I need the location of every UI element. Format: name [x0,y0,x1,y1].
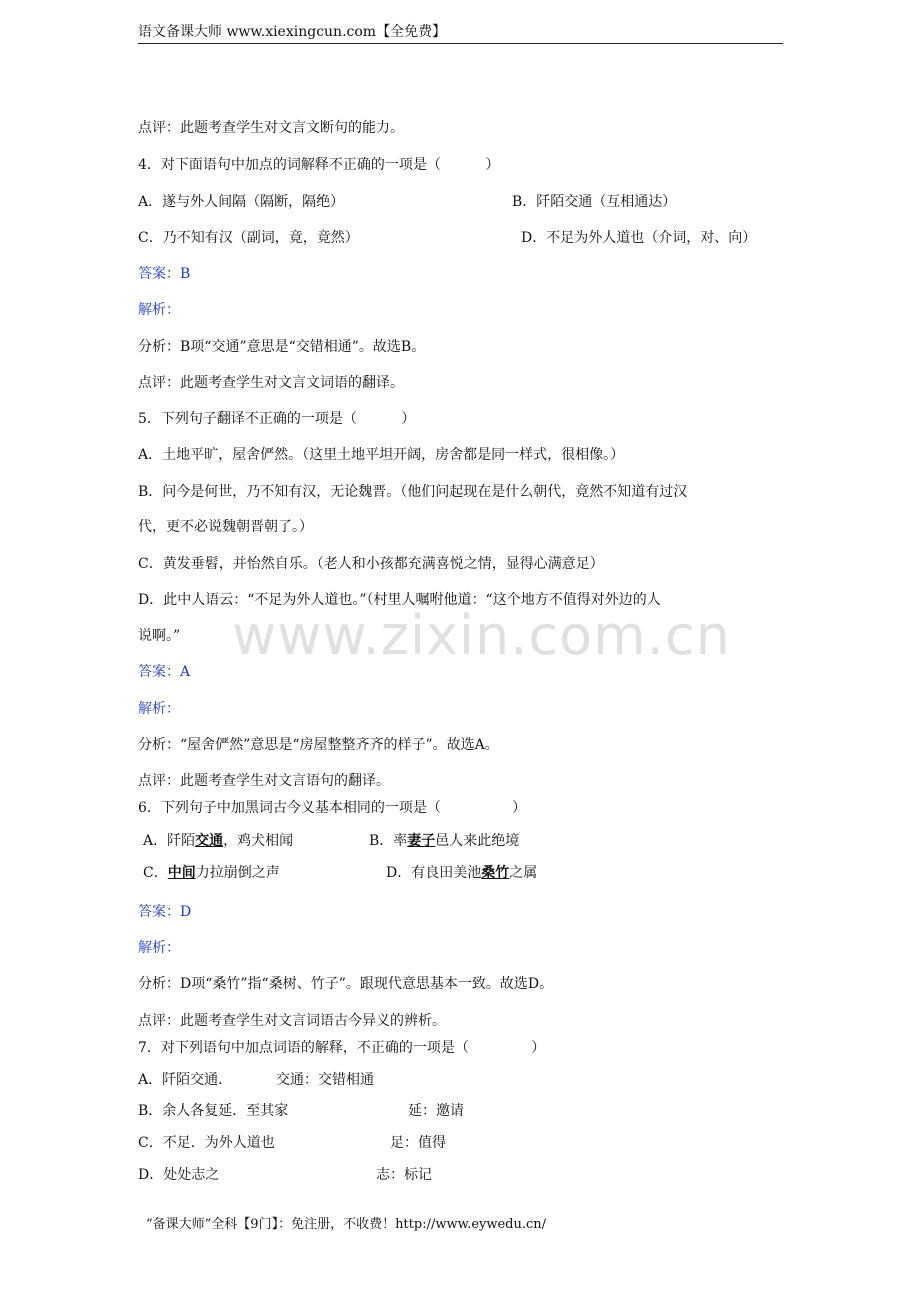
question-6: 6．下列句子中加黑词古今义基本相同的一项是（ ） [138,800,527,816]
option-a: A．遂与外人间隔（隔断，隔绝） [138,194,345,210]
option-d-gloss: 志：标记 [376,1167,432,1183]
answer-label: 答案：B [138,266,191,282]
option-c: C．中间力拉崩倒之声 [143,865,280,881]
analysis-text: 分析：B项“交通”意思是“交错相通”。故选B。 [138,339,426,355]
analysis-label: 解析： [138,940,180,956]
question-4: 4．对下面语句中加点的词解释不正确的一项是（ ） [138,157,500,173]
option-c: C．黄发垂髫，并怡然自乐。（老人和小孩都充满喜悦之情，显得心满意足） [138,556,604,572]
option-b: B．阡陌交通（互相通达） [512,194,677,210]
option-b: B．率妻子邑人来此绝境 [369,833,520,849]
option-b: B．余人各复延．至其家 [138,1103,289,1119]
option-b: B．问今是何世，乃不知有汉，无论魏晋。（他们问起现在是什么朝代，竟然不知道有过汉 [138,484,688,500]
option-c: C．乃不知有汉（副词，竟，竟然） [138,230,359,246]
answer-label: 答案：A [138,664,191,680]
option-a: A．阡陌交通，鸡犬相闻 [143,833,294,849]
option-d: D．处处志之 [138,1167,220,1183]
page-footer: “备课大师”全科【9门】：免注册，不收费！http://www.eywedu.cn/ [146,1217,547,1232]
analysis-text: 分析：D项“桑竹”指“桑树、竹子”。跟现代意思基本一致。故选D。 [138,976,554,992]
analysis-label: 解析： [138,701,180,717]
header-divider [138,43,783,44]
option-b-continued: 代，更不必说魏朝晋朝了。） [138,519,313,535]
option-c: C．不足．为外人道也 [138,1135,275,1151]
answer-label: 答案：D [138,904,192,920]
comment-line: 点评：此题考查学生对文言文词语的翻译。 [138,375,404,391]
question-5: 5．下列句子翻译不正确的一项是（ ） [138,411,416,427]
comment-line: 点评：此题考查学生对文言词语古今异义的辨析。 [138,1013,446,1029]
option-a: A．土地平旷，屋舍俨然。（这里土地平坦开阔，房舍都是同一样式，很相像。） [138,447,625,463]
comment-line: 点评：此题考查学生对文言文断句的能力。 [138,120,404,136]
page-header: 语文备课大师 www.xiexingcun.com【全免费】 [138,24,447,40]
analysis-label: 解析： [138,302,180,318]
analysis-text: 分析：“屋舍俨然”意思是“房屋整整齐齐的样子”。故选A。 [138,737,499,753]
comment-line: 点评：此题考查学生对文言语句的翻译。 [138,773,390,789]
option-a: A．阡陌交通． [138,1072,233,1088]
option-d: D．不足为外人道也（介词，对、向） [521,230,757,246]
option-c-gloss: 足：值得 [390,1135,446,1151]
option-b-gloss: 延：邀请 [408,1103,464,1119]
option-d-continued: 说啊。” [138,628,181,644]
bold-word: 中间 [167,865,196,881]
bold-word: 妻子 [407,833,436,849]
question-7: 7．对下列语句中加点词语的解释，不正确的一项是（ ） [138,1040,546,1056]
watermark: www.zixin.com.cn [232,604,731,667]
option-d: D．有良田美池桑竹之属 [386,865,538,881]
bold-word: 桑竹 [481,865,510,881]
option-a-gloss: 交通：交错相通 [276,1072,374,1088]
option-d: D．此中人语云：“不足为外人道也。”（村里人嘱咐他道：“这个地方不值得对外边的人 [138,592,661,608]
bold-word: 交通 [195,833,224,849]
